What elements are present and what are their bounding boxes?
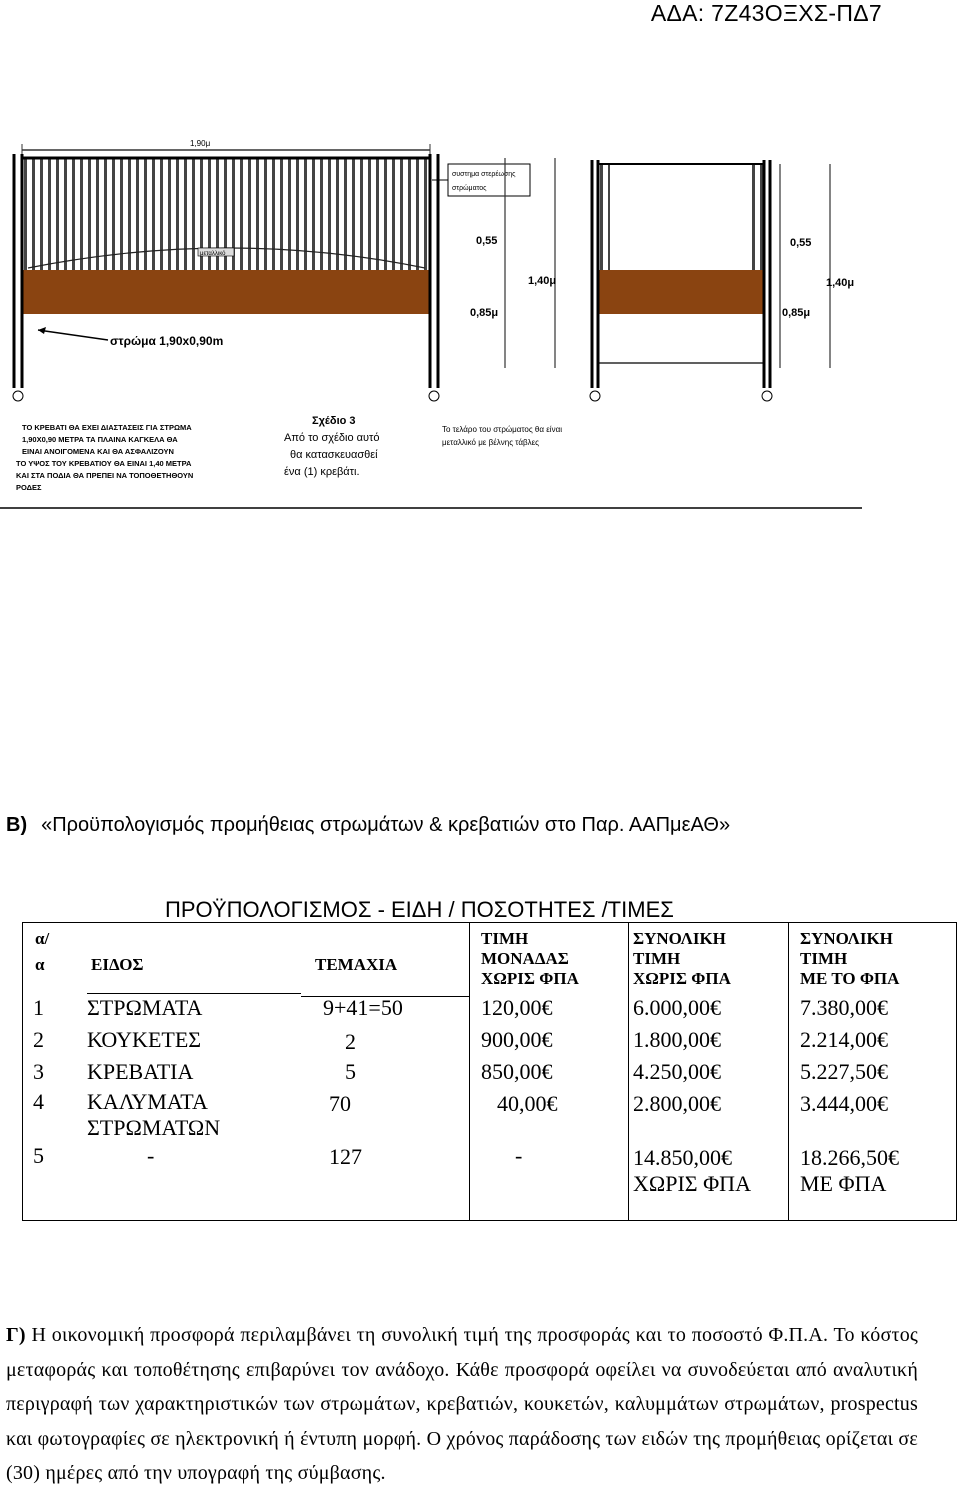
upper-height-left: 0,55 — [476, 235, 498, 247]
ada-code: ΑΔΑ: 7Ζ43ΟΞΧΣ-ΠΔ7 — [650, 0, 882, 26]
header-line: ΤΙΜΗ — [633, 949, 681, 968]
row-5-total-vat — [800, 1145, 899, 1197]
row-2-aa: 2 — [33, 1027, 44, 1052]
bed-drawing — [0, 118, 880, 518]
row-5-unit: - — [515, 1143, 523, 1168]
section-g-letter: Γ) — [6, 1324, 26, 1346]
header-item: ΕΙΔΟΣ — [91, 955, 144, 974]
lower-height-left: 0,85μ — [470, 307, 499, 319]
note-left — [16, 423, 193, 492]
row-5-total-vat-line: 18.266,50€ — [800, 1145, 899, 1170]
end-view — [590, 160, 854, 401]
budget-title: ΠΡΟΫΠΟΛΟΓΙΣΜΟΣ - ΕΙΔΗ / ΠΟΣΟΤΗΤΕΣ /ΤΙΜΕΣ — [165, 897, 674, 922]
col-divider — [628, 923, 629, 1220]
note-left-line: ΤΟ ΚΡΕΒΑΤΙ ΘΑ ΕΧΕΙ ΔΙΑΣΤΑΣΕΙΣ ΓΙΑ ΣΤΡΩΜΑ — [22, 423, 192, 432]
upper-height-right: 0,55 — [790, 237, 812, 249]
note-center-line: θα κατασκευασθεί — [290, 449, 378, 461]
row-4-aa: 4 — [33, 1089, 44, 1114]
row-4-item-line: ΚΑΛΥΜΑΤΑ — [87, 1089, 208, 1114]
section-g-text: Η οικονομική προσφορά περιλαμβάνει τη συνολική τιμή της προσφοράς και το ποσοστό Φ.Π.Α. Το κόστος μεταφοράς και τοποθέτησης επιβαρύνει τον ανάδοχο. — [6, 1324, 919, 1381]
header-total-vat — [800, 929, 899, 989]
budget-table — [22, 922, 957, 1221]
slat-label: μεταλλικό — [200, 251, 226, 257]
row-4-unit: 40,00€ — [497, 1091, 558, 1116]
lower-height-right: 0,85μ — [782, 307, 811, 319]
row-4-total-vat: 3.444,00€ — [800, 1091, 888, 1116]
row-1-aa: 1 — [33, 995, 44, 1020]
row-3-qty: 5 — [345, 1059, 356, 1084]
row-5-total-vat-line: ΜΕ ΦΠΑ — [800, 1171, 887, 1196]
side-view — [13, 139, 556, 401]
header-line: ΣΥΝΟΛΙΚΗ — [800, 929, 893, 948]
col-divider — [788, 923, 789, 1220]
row-3-total-vat: 5.227,50€ — [800, 1059, 888, 1084]
header-aa-line: α — [35, 955, 45, 974]
note-right — [442, 425, 562, 447]
callout-bottom: στρώματος — [452, 185, 487, 192]
header-aa-line: α/ — [35, 929, 50, 948]
col-divider — [469, 923, 470, 1220]
row-5-total-no-vat-line: ΧΩΡΙΣ ΦΠΑ — [633, 1171, 751, 1196]
header-line: ΤΙΜΗ — [800, 949, 848, 968]
row-4-item — [87, 1089, 220, 1141]
section-b-letter: Β) — [6, 814, 28, 836]
note-center — [284, 415, 380, 478]
row-divider — [87, 993, 301, 994]
header-line: ΧΩΡΙΣ ΦΠΑ — [633, 969, 731, 988]
row-2-total-no-vat: 1.800,00€ — [633, 1027, 721, 1052]
note-center-title: Σχέδιο 3 — [312, 415, 356, 427]
header-line: ΧΩΡΙΣ ΦΠΑ — [481, 969, 579, 988]
row-4-qty: 70 — [329, 1091, 351, 1116]
total-height-left: 1,40μ — [528, 275, 557, 287]
row-1-total-vat: 7.380,00€ — [800, 995, 888, 1020]
header-aa — [35, 929, 49, 975]
total-height-right: 1,40μ — [826, 277, 855, 289]
note-left-line: ΕΙΝΑΙ ΑΝΟΙΓΟΜΕΝΑ ΚΑΙ ΘΑ ΑΣΦΑΛΙΖΟΥΝ — [22, 447, 174, 456]
row-1-qty: 9+41=50 — [323, 995, 403, 1020]
header-unit-price — [481, 929, 579, 989]
note-right-line: Το τελάρο του στρώματος θα είναι — [442, 425, 562, 434]
section-g-text-3: Ο χρόνος παράδοσης των ειδών της προμήθειας ορίζεται σε (30) ημέρες από την υπογραφή της σύμβασης. — [6, 1427, 919, 1484]
section-b-text: «Προϋπολογισμός προμήθειας στρωμάτων & κρεβατιών στο Παρ. ΑΑΠμεΑΘ» — [41, 814, 731, 836]
row-1-item: ΣΤΡΩΜΑΤΑ — [87, 995, 203, 1020]
row-5-item: - — [147, 1143, 155, 1168]
row-4-total-no-vat: 2.800,00€ — [633, 1091, 721, 1116]
row-2-item: ΚΟΥΚΕΤΕΣ — [87, 1027, 202, 1052]
header-line: ΤΙΜΗ — [481, 929, 529, 948]
header-line: ΣΥΝΟΛΙΚΗ — [633, 929, 726, 948]
note-left-line: ΚΑΙ ΣΤΑ ΠΟΔΙΑ ΘΑ ΠΡΕΠΕΙ ΝΑ ΤΟΠΟΘΕΤΗΘΟΥΝ — [16, 471, 194, 480]
row-5-aa: 5 — [33, 1143, 44, 1168]
row-5-qty: 127 — [329, 1144, 362, 1169]
row-1-unit: 120,00€ — [481, 995, 553, 1020]
header-line: ΜΕ ΤΟ ΦΠΑ — [800, 969, 900, 988]
row-3-unit: 850,00€ — [481, 1059, 553, 1084]
header-line: ΜΟΝΑΔΑΣ — [481, 949, 569, 968]
row-5-total-no-vat — [633, 1145, 751, 1197]
note-left-line: 1,90Χ0,90 ΜΕΤΡΑ ΤΑ ΠΛΑΙΝΑ ΚΑΓΚΕΛΑ ΘΑ — [22, 435, 178, 444]
row-2-unit: 900,00€ — [481, 1027, 553, 1052]
row-5-total-no-vat-line: 14.850,00€ — [633, 1145, 732, 1170]
note-center-line: ένα (1) κρεβάτι. — [284, 466, 360, 478]
note-left-line: ΤΟ ΥΨΟΣ ΤΟΥ ΚΡΕΒΑΤΙΟΥ ΘΑ ΕΙΝΑΙ 1,40 ΜΕΤΡΑ — [16, 459, 192, 468]
mattress-right — [598, 270, 764, 314]
row-4-item-line: ΣΤΡΩΜΑΤΩΝ — [87, 1115, 221, 1140]
mattress-left — [22, 270, 430, 314]
header-total-no-vat — [633, 929, 731, 989]
note-left-line: ΡΟΔΕΣ — [16, 483, 42, 492]
section-g-text-2: Κάθε προσφορά οφείλει να συνοδεύεται από αναλυτική περιγραφή των χαρακτηριστικών των στρωμάτων, κρεβατιών, κουκετών, καλυμμάτων στρωμάτων, prospectus και φωτογραφίες σε ηλεκτρονική ή έντυπη μορφή. — [6, 1358, 918, 1450]
row-3-aa: 3 — [33, 1059, 44, 1084]
width-label: 1,90μ — [190, 139, 211, 148]
note-center-line: Από το σχέδιο αυτό — [284, 432, 380, 444]
mattress-label: στρώμα 1,90x0,90m — [110, 334, 224, 348]
callout-top: συστημα στερέωσης — [452, 171, 516, 178]
header-qty: ΤΕΜΑΧΙΑ — [315, 955, 398, 974]
row-2-qty: 2 — [345, 1029, 356, 1054]
row-3-item: ΚΡΕΒΑΤΙΑ — [87, 1059, 194, 1084]
section-b-heading — [6, 814, 730, 837]
row-2-total-vat: 2.214,00€ — [800, 1027, 888, 1052]
row-1-total-no-vat: 6.000,00€ — [633, 995, 721, 1020]
note-right-line: μεταλλικό με βέλνης τάβλες — [442, 438, 539, 447]
section-g-paragraph — [6, 1318, 918, 1491]
row-3-total-no-vat: 4.250,00€ — [633, 1059, 721, 1084]
